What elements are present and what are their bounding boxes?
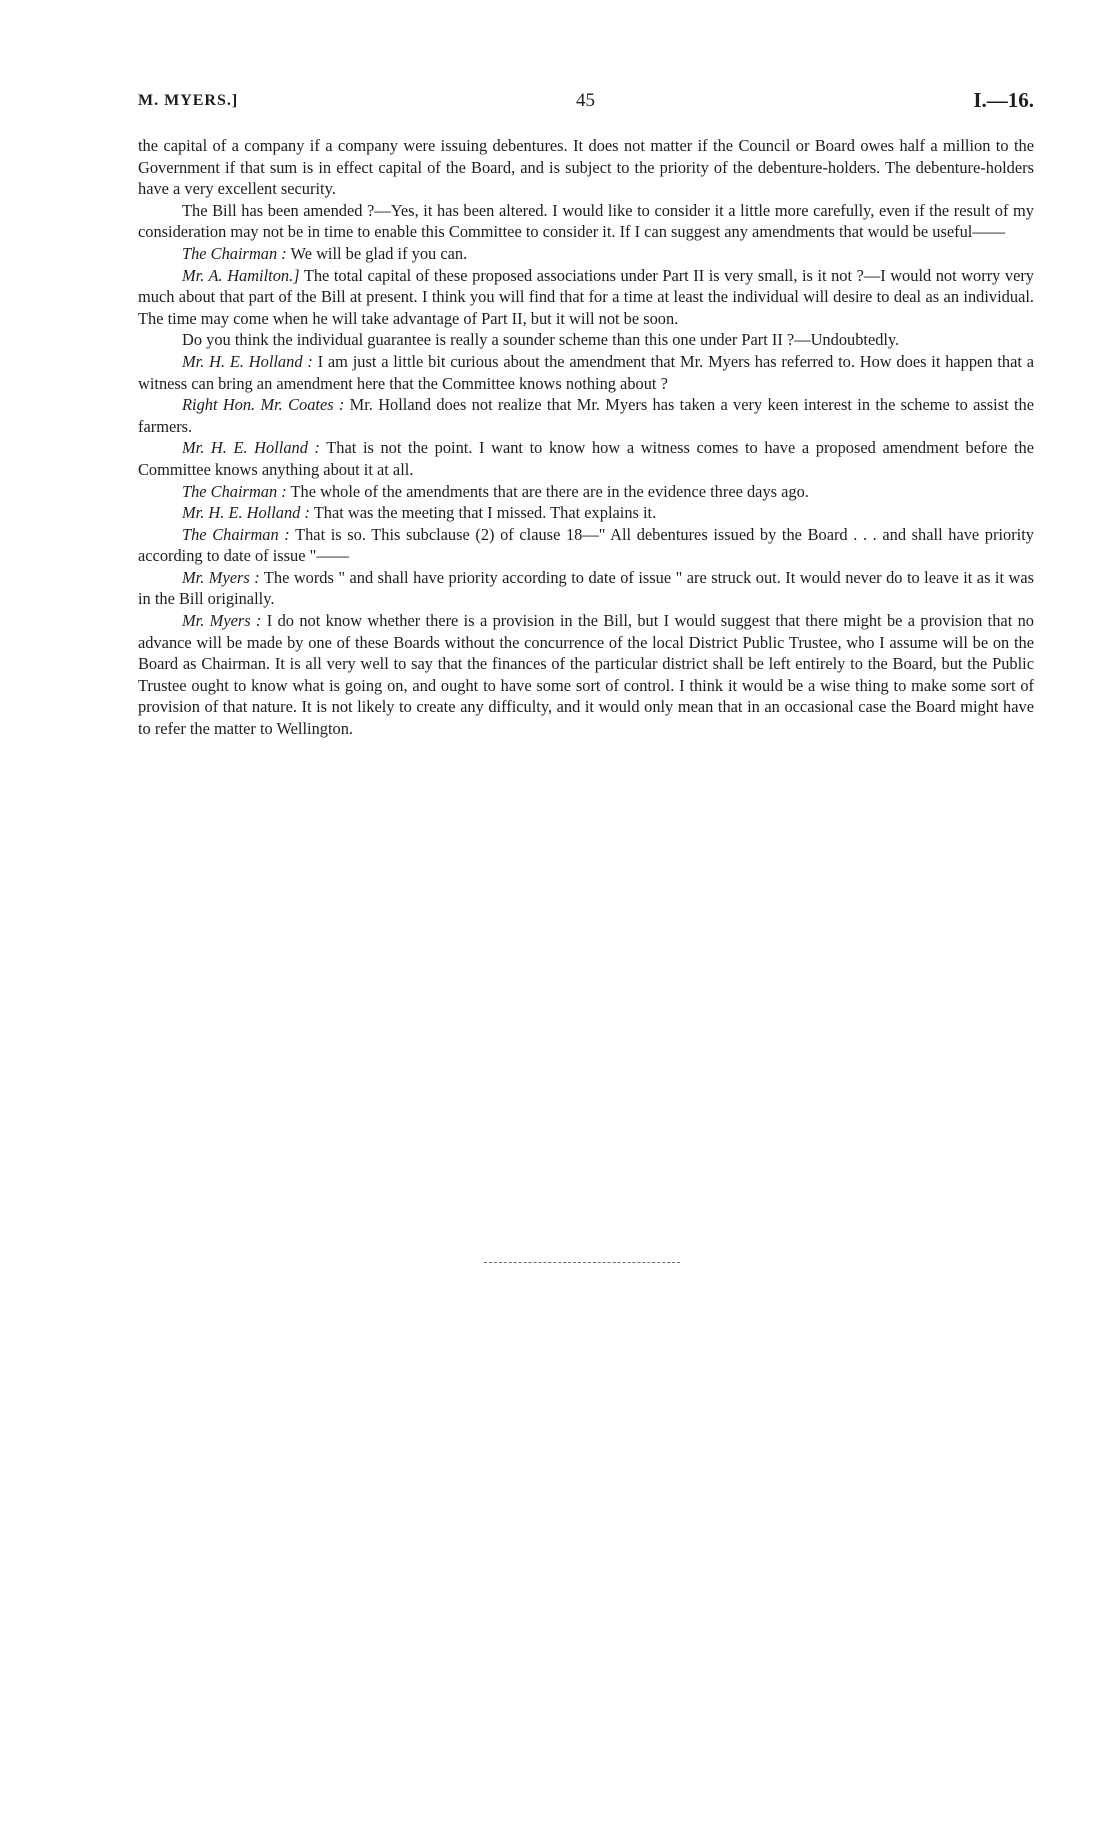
paragraph-5	[138, 329, 1034, 351]
paragraph-6	[138, 351, 1034, 394]
paragraph-text: I am just a little bit curious about the amendment that Mr. Myers has referred to. How does it happen that a witness can bring an amendment here that the Committee knows nothing about ?	[138, 351, 1035, 393]
paragraph-text: That was the meeting that I missed. That explains it.	[309, 503, 657, 523]
paragraph-12	[138, 567, 1034, 610]
speaker: The Chairman :	[182, 524, 290, 544]
speaker: Right Hon. Mr. Coates :	[182, 395, 345, 415]
witness-name-header: M. MYERS.]	[138, 92, 239, 109]
paragraph-7	[138, 394, 1034, 437]
paragraph-9	[138, 481, 1034, 503]
speaker: Mr. H. E. Holland :	[182, 351, 313, 371]
paragraph-10	[138, 502, 1034, 524]
document-reference: I.—16.	[973, 88, 1034, 112]
speaker: Mr. A. Hamilton.]	[182, 265, 300, 285]
paragraph-text: The whole of the amendments that are there are in the evidence three days ago.	[286, 481, 809, 501]
paragraph-text: Do you think the individual guarantee is really a sounder scheme than this one under Part II ?—Undoubtedly.	[182, 330, 900, 350]
paragraph-text: the capital of a company if a company were issuing debentures. It does not matter if the Council or Board owes half a million to the Government if that sum is in effect capital of the Board, and is subject to the priority of the debenture-holders. The debenture-holders have a very excellent security.	[138, 136, 1034, 199]
section-divider	[484, 1262, 680, 1263]
speaker: Mr. Myers :	[182, 611, 262, 631]
paragraph-1	[138, 135, 1034, 200]
speaker: Mr. Myers :	[182, 567, 260, 587]
paragraph-text: The total capital of these proposed associations under Part II is very small, is it not ?—I would not worry very much about that part of the Bill at present. I think you will find that for a time at least the individual will desire to deal as an individual. The time may come when he will take advantage of Part II, but it will not be soon.	[138, 265, 1035, 328]
paragraph-4	[138, 265, 1034, 330]
paragraph-text: That is not the point. I want to know how a witness comes to have a proposed amendment before the Committee knows anything about it at all.	[138, 438, 1035, 479]
paragraph-text: We will be glad if you can.	[286, 243, 468, 263]
paragraph-text: That is so. This subclause (2) of clause 18—" All debentures issued by the Board . . . and shall have priority according to date of issue "——	[138, 524, 1034, 566]
page-number: 45	[576, 90, 595, 111]
paragraph-3	[138, 243, 1034, 265]
paragraph-2	[138, 200, 1034, 243]
paragraph-text: I do not know whether there is a provision in the Bill, but I would suggest that there might be a provision that no advance will be made by one of these Boards without the concurrence of the local District Public Trustee, who I assume will be on the Board as Chairman. It is all very well to say that the finances of the particular district shall be left entirely to the Board, but the Public Trustee ought to know what is going on, and ought to have some sort of control. I think it would be a wise thing to make some sort of provision of that nature. It is not likely to create any difficulty, and it would only mean that in an occasional case the Board might have to refer the matter to Wellington.	[138, 611, 1034, 739]
speaker: Mr. H. E. Holland :	[182, 503, 310, 523]
paragraph-11	[138, 524, 1034, 567]
paragraph-13	[138, 610, 1034, 740]
page-header	[138, 86, 1034, 118]
paragraph-8	[138, 437, 1034, 480]
speaker: The Chairman :	[182, 481, 287, 501]
paragraph-text: The Bill has been amended ?—Yes, it has been altered. I would like to consider it a little more carefully, even if the result of my consideration may not be in time to enable this Committee to consider it. If I can suggest any amendments that would be useful——	[138, 200, 1034, 242]
paragraph-text: Mr. Holland does not realize that Mr. Myers has taken a very keen interest in the scheme to assist the farmers.	[138, 395, 1035, 436]
speaker: The Chairman :	[182, 243, 287, 263]
evidence-text	[138, 135, 1034, 740]
paragraph-text: The words " and shall have priority according to date of issue " are struck out. It would never do to leave it as it was in the Bill originally.	[138, 567, 1034, 609]
speaker: Mr. H. E. Holland :	[182, 438, 320, 458]
